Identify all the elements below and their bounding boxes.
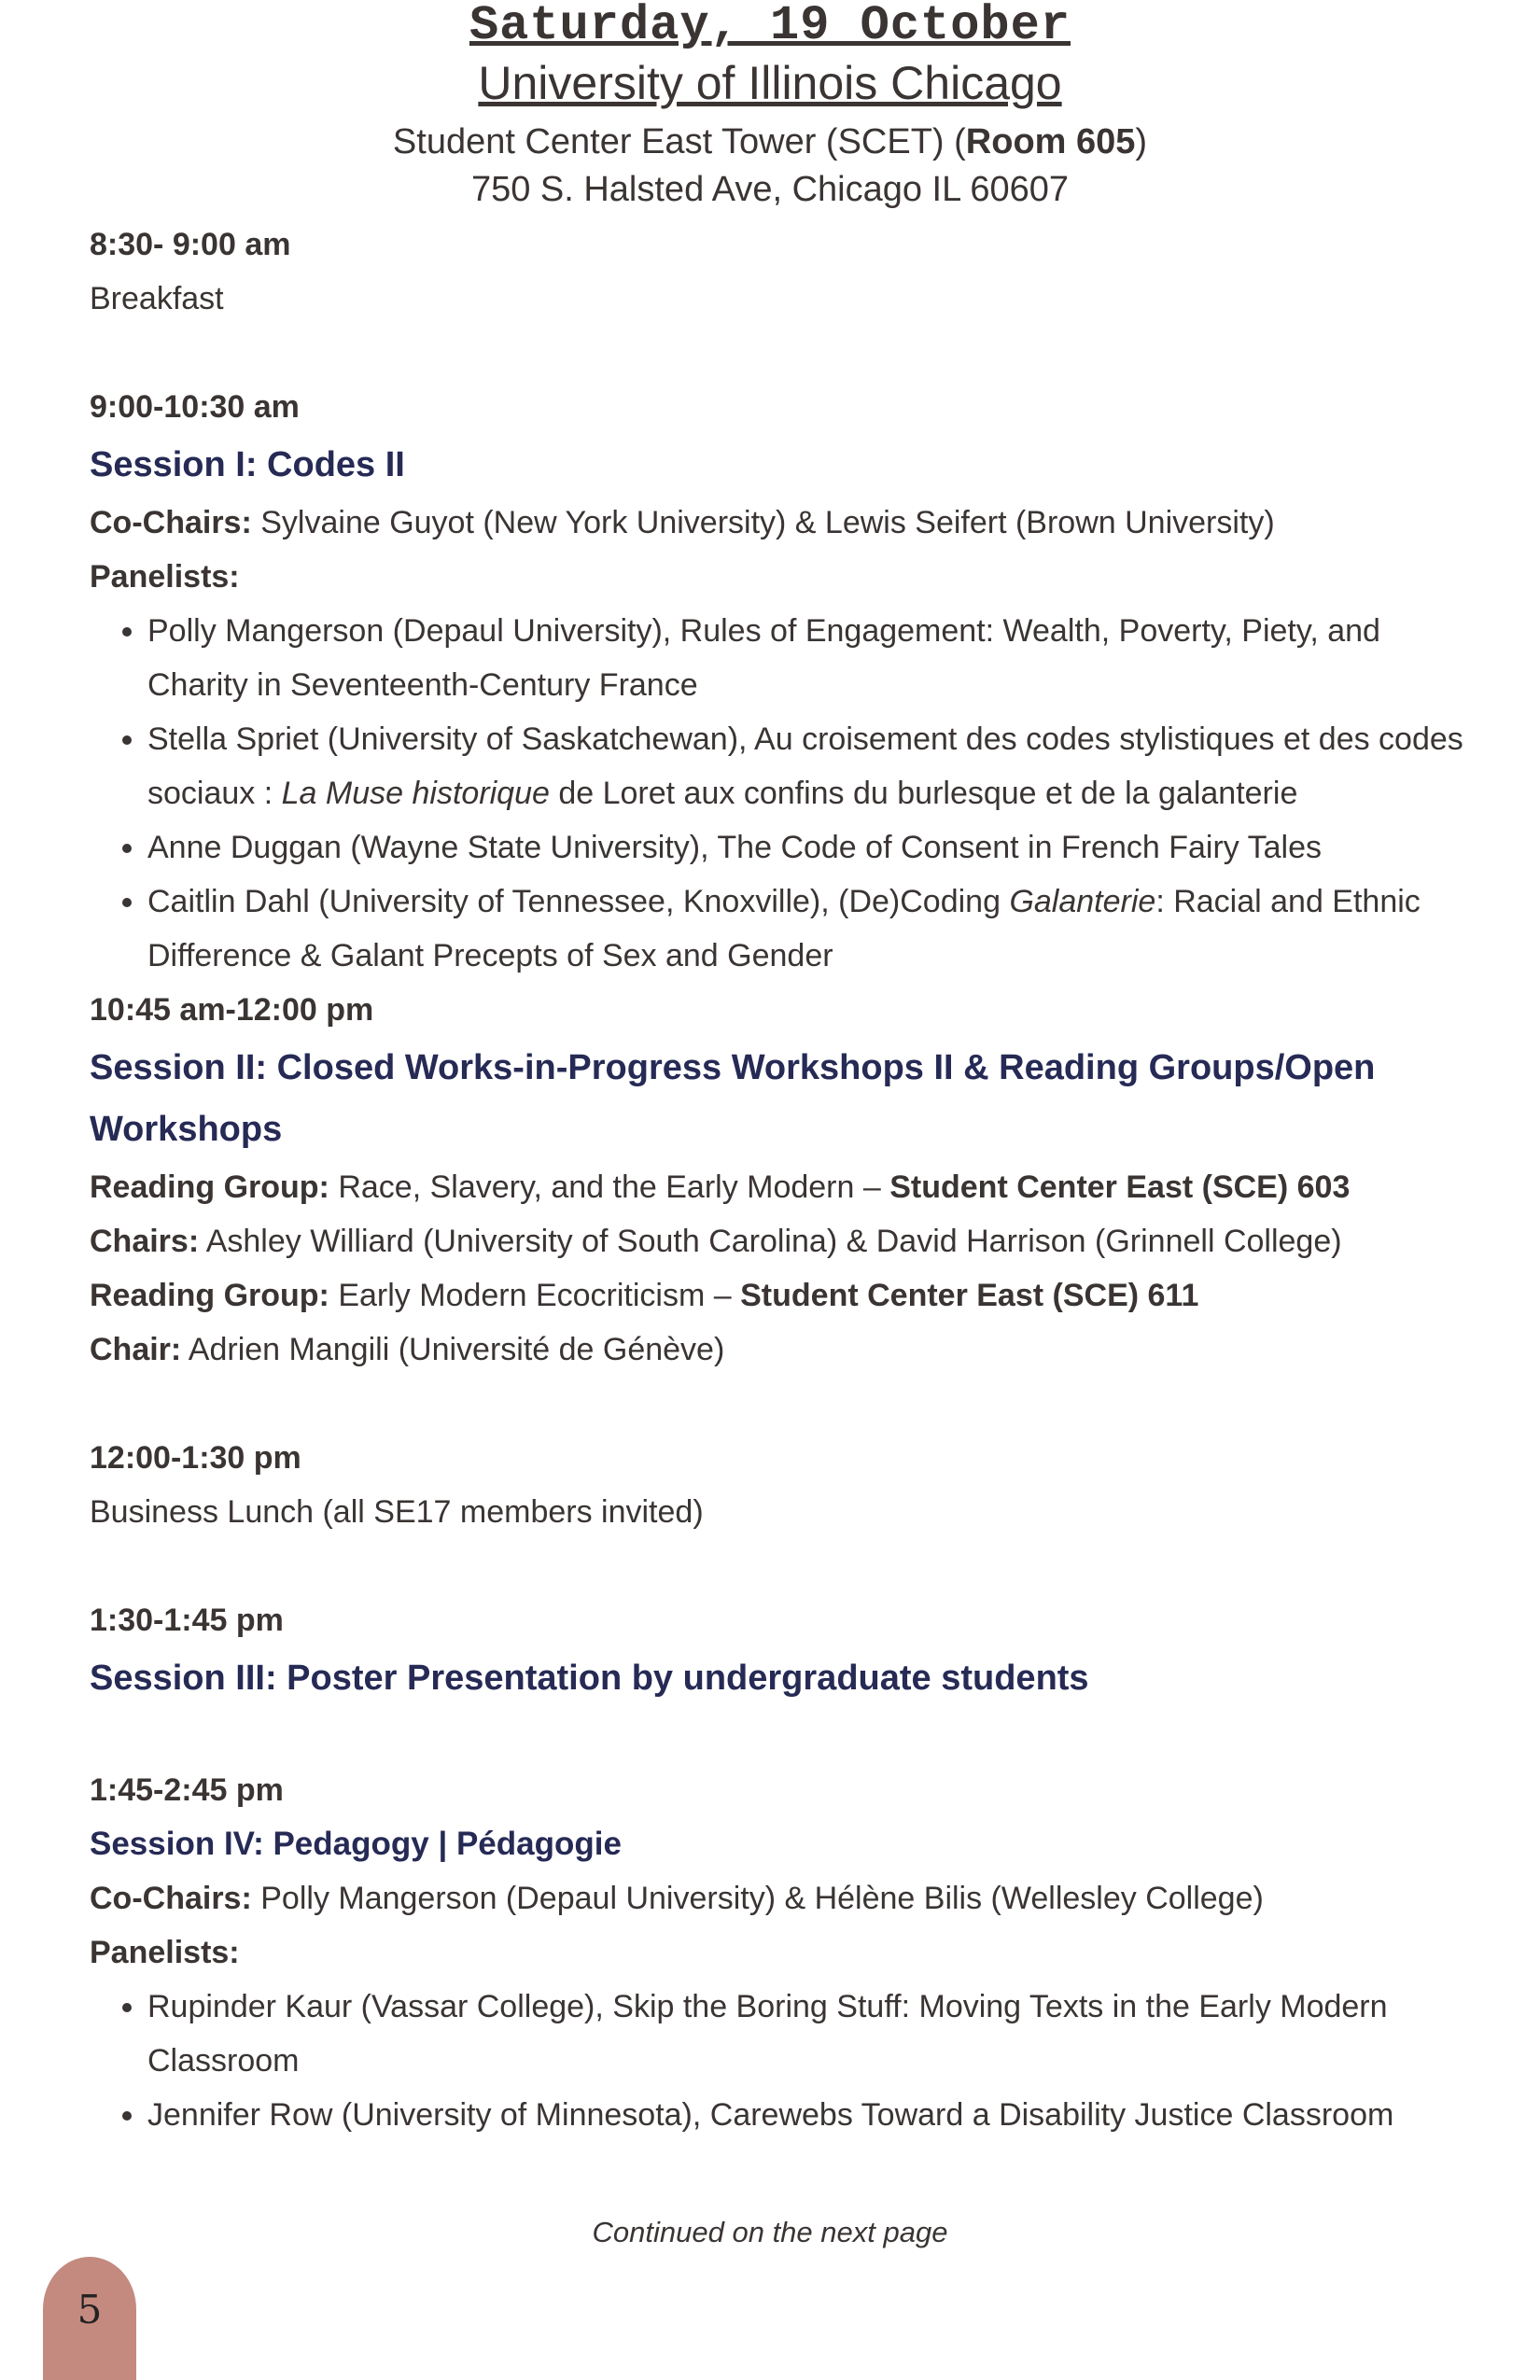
reading-group-2: Reading Group: Early Modern Ecocriticism – Student Center East (SCE) 611 (90, 1278, 1199, 1313)
session4-cochairs: Co-Chairs: Polly Mangerson (Depaul University) & Hélène Bilis (Wellesley College) (90, 1881, 1264, 1916)
session1-title: Session I: Codes II (90, 445, 405, 484)
continued-note: Continued on the next page (592, 2216, 948, 2248)
date-heading: Saturday, 19 October (469, 0, 1071, 53)
session1-time: 9:00-10:30 am (90, 389, 300, 425)
reading-group-1: Reading Group: Race, Slavery, and the Early Modern – Student Center East (SCE) 603 (90, 1169, 1351, 1205)
lunch-time: 12:00-1:30 pm (90, 1440, 301, 1476)
page-header (0, 0, 1540, 213)
session3-time: 1:30-1:45 pm (90, 1603, 284, 1638)
venue-line (0, 118, 1540, 166)
list-item: • Jennifer Row (University of Minnesota), Carewebs Toward a Disability Justice Classroom (147, 2088, 1480, 2142)
page-number-badge (43, 2257, 136, 2380)
page-number: 5 (77, 2287, 103, 2332)
session2-title: Session II: Closed Works-in-Progress Workshops II & Reading Groups/Open Workshops (90, 1048, 1376, 1149)
session4-panelists-label: Panelists: (90, 1935, 240, 1970)
list-item: • Stella Spriet (University of Saskatchewan), Au croisement des codes stylistiques et des codes sociaux : La Muse historique de Loret aux confins du burlesque et de la galanterie (147, 712, 1480, 820)
session4-title: Session IV: Pedagogy | Pédagogie (90, 1826, 622, 1862)
reading-group-2-chair: Chair: Adrien Mangili (Université de Génève) (90, 1332, 725, 1367)
session2-time: 10:45 am-12:00 pm (90, 992, 374, 1028)
schedule (90, 217, 1480, 2142)
list-item: • Polly Mangerson (Depaul University), Rules of Engagement: Wealth, Poverty, Piety, and Charity in Seventeenth-Century France (147, 604, 1480, 712)
list-item: • Rupinder Kaur (Vassar College), Skip the Boring Stuff: Moving Texts in the Early Modern Classroom (147, 1980, 1480, 2088)
breakfast-text: Breakfast (90, 281, 224, 316)
cochairs-label: Co-Chairs: (90, 505, 252, 540)
list-item: • Anne Duggan (Wayne State University), The Code of Consent in French Fairy Tales (147, 820, 1480, 875)
venue-close: ) (1135, 122, 1148, 161)
session3-title: Session III: Poster Presentation by undergraduate students (90, 1659, 1089, 1698)
cochairs-names: Sylvaine Guyot (New York University) & Lewis Seifert (Brown University) (251, 505, 1275, 540)
session4-panelists (90, 1980, 1480, 2142)
session1-panelists (90, 604, 1480, 983)
university-name: University of Illinois Chicago (478, 57, 1062, 109)
breakfast-time: 8:30- 9:00 am (90, 227, 291, 262)
venue-address: 750 S. Halsted Ave, Chicago IL 60607 (470, 170, 1070, 209)
list-item: • Caitlin Dahl (University of Tennessee, Knoxville), (De)Coding Galanterie: Racial and Ethnic Difference & Galant Precepts of Sex and Gender (147, 875, 1480, 983)
lunch-text: Business Lunch (all SE17 members invited) (90, 1494, 704, 1530)
panelists-label: Panelists: (90, 559, 240, 595)
session1-cochairs (90, 496, 1480, 550)
venue-text: Student Center East Tower (SCET) ( (392, 122, 966, 161)
reading-group-1-chairs: Chairs: Ashley Williard (University of South Carolina) & David Harrison (Grinnell College) (90, 1224, 1342, 1259)
session4-time: 1:45-2:45 pm (90, 1772, 284, 1808)
venue-room: Room 605 (965, 122, 1136, 161)
